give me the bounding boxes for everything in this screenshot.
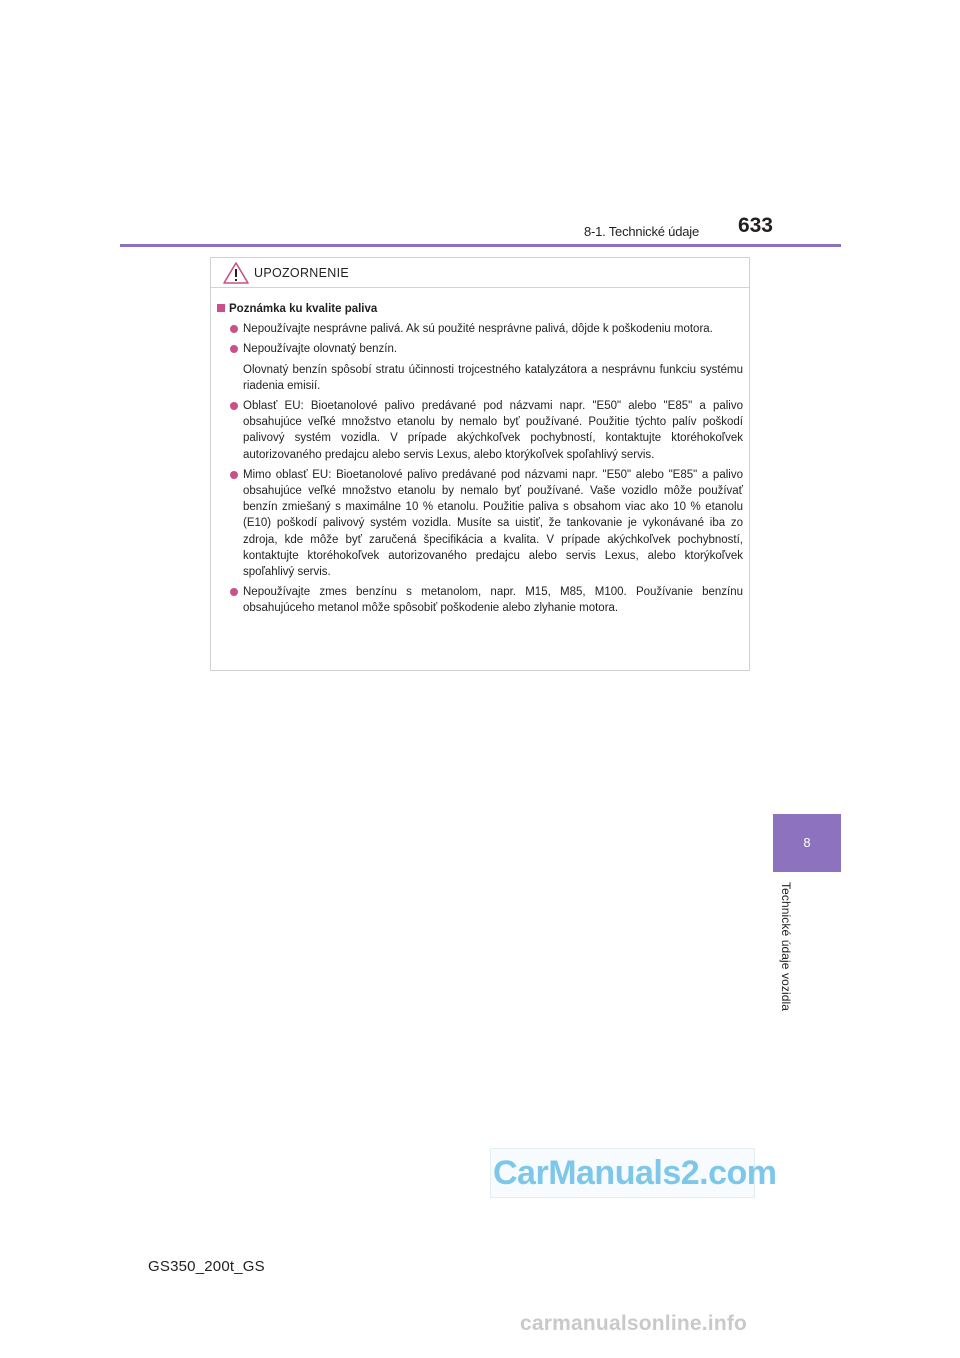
watermark-logo	[490, 1148, 777, 1198]
list-item-text: Nepoužívajte olovnatý benzín.	[243, 343, 398, 356]
round-bullet-icon	[230, 325, 238, 333]
round-bullet-icon	[230, 345, 238, 353]
round-bullet-icon	[230, 588, 238, 596]
square-bullet-icon	[217, 304, 225, 312]
list-item-text: Oblasť EU: Bioetanolové palivo predávané pod názvami napr. "E50" alebo "E85" a palivo obsahujúce veľké množstvo etanolu by nemalo byť používané. Použitie týchto palív poškodí palivový systém vozidla. V prípade akýchkoľvek pochybností, kontaktujte ktoréhokoľvek autorizovaného predajcu alebo servis Lexus, alebo ktorýkoľvek spoľahlivý servis.	[243, 400, 743, 461]
chapter-title: Technické údaje vozidla	[779, 882, 793, 1012]
sub-heading	[217, 301, 743, 317]
list-item	[217, 584, 743, 616]
warning-triangle-icon	[223, 262, 249, 284]
section-title: 8-1. Technické údaje	[583, 224, 699, 239]
model-code: GS350_200t_GS	[148, 1258, 265, 1275]
list-item-text: Nepoužívajte zmes benzínu s metanolom, napr. M15, M85, M100. Používanie benzínu obsahujúceho metanol môže spôsobiť poškodenie alebo zlyhanie motora.	[243, 586, 743, 615]
page-header	[120, 212, 841, 248]
list-item-text: Nepoužívajte nesprávne palivá. Ak sú použité nesprávne palivá, dôjde k poškodeniu motora.	[243, 323, 713, 336]
warning-title: UPOZORNENIE	[254, 266, 349, 280]
sub-heading-text: Poznámka ku kvalite paliva	[229, 303, 378, 315]
round-bullet-icon	[230, 471, 238, 479]
list-item	[217, 467, 743, 580]
chapter-tab	[773, 814, 841, 872]
list-item-text: Mimo oblasť EU: Bioetanolové palivo predávané pod názvami napr. "E50" alebo "E85" a palivo obsahujúce veľké množstvo etanolu by nemalo byť používané. Vaše vozidlo môže používať benzín zmiešaný s maximálne 10 % etanolu. Použitie paliva s obsahom viac ako 10 % etanolu (E10) poškodí palivový systém vozidla. Musíte sa uistiť, že tankovanie je vykonávané iba zo zdroja, kde môže byť zaručená špecifikácia a kvalita. V prípade akýchkoľvek pochybností, kontaktujte ktoréhokoľvek autorizovaného predajcu alebo servis Lexus, alebo ktorýkoľvek spoľahlivý servis.	[243, 468, 743, 579]
header-rule	[120, 244, 841, 247]
list-item	[217, 321, 743, 337]
warning-box	[210, 257, 750, 671]
chapter-side-label	[773, 880, 813, 1040]
watermark-url: carmanualsonline.info	[520, 1312, 748, 1335]
chapter-number: 8	[803, 835, 811, 850]
warning-header	[211, 258, 749, 288]
round-bullet-icon	[230, 402, 238, 410]
watermark-primary-text: CarManuals2.com	[493, 1154, 777, 1192]
list-item	[217, 341, 743, 394]
list-item	[217, 398, 743, 463]
warning-body	[211, 288, 749, 617]
list-item-detail: Olovnatý benzín spôsobí stratu účinnosti trojcestného katalyzátora a nesprávnu funkciu systému riadenia emisií.	[243, 363, 743, 392]
page-number: 633	[737, 214, 773, 237]
